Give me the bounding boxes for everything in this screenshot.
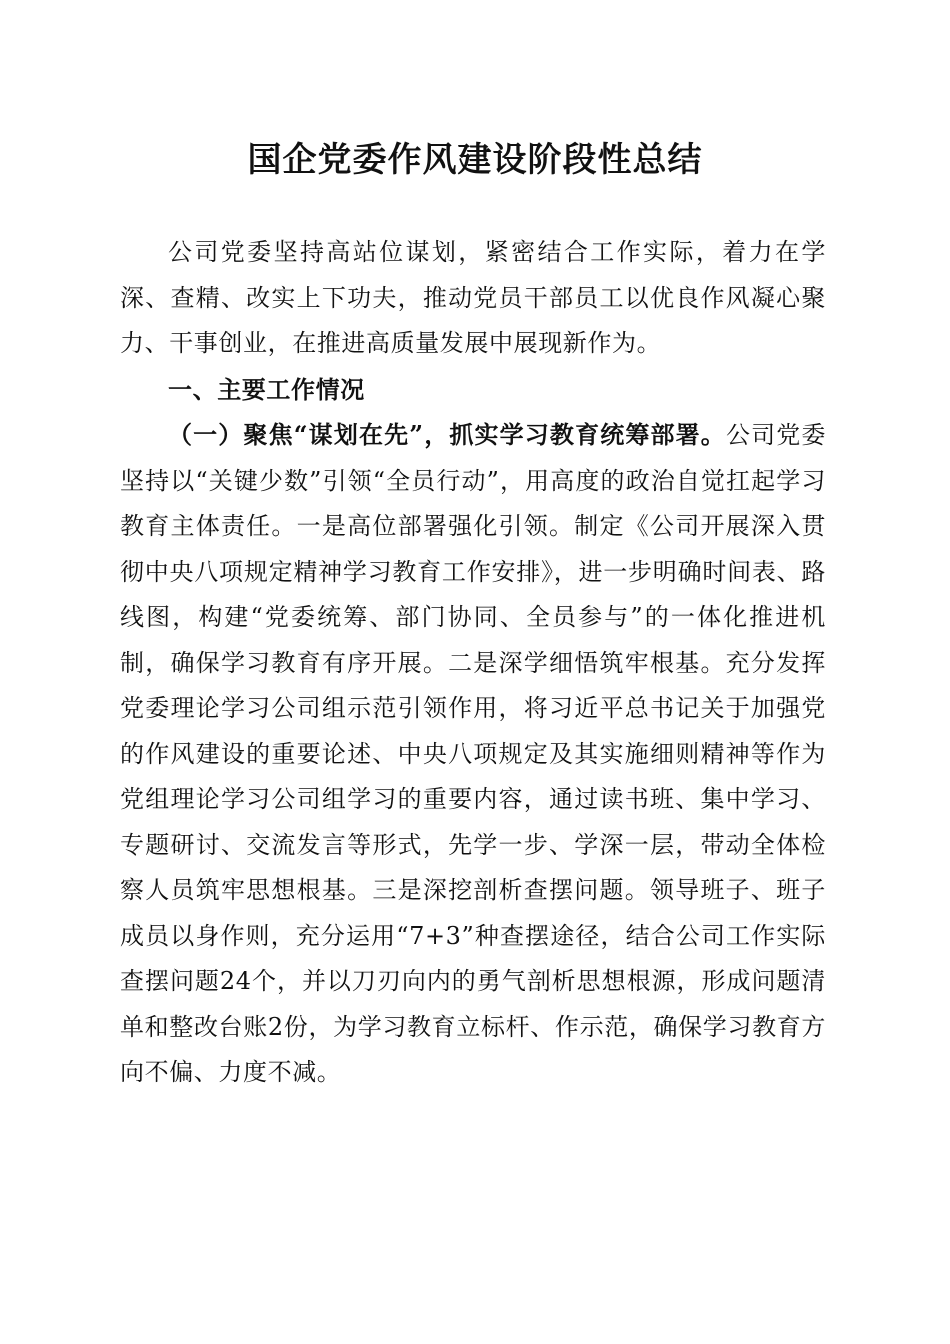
section-1-1-body: 公司党委坚持以“关键少数”引领“全员行动”，用高度的政治自觉扛起学习教育主体责任。一是高位部署强化引领。制定《公司开展深入贯彻中央八项规定精神学习教育工作安排》，进一步明确时间表、路线图，构建“党委统筹、部门协同、全员参与”的一体化推进机制，确保学习教育有序开展。二是深学细悟筑牢根基。充分发挥党委理论学习公司组示范引领作用，将习近平总书记关于加强党的作风建设的重要论述、中央八项规定及其实施细则精神等作为党组理论学习公司组学习的重要内容，通过读书班、集中学习、专题研讨、交流发言等形式，先学一步、学深一层，带动全体检察人员筑牢思想根基。三是深挖剖析查摆问题。领导班子、班子成员以身作则，充分运用“7+3”种查摆途径，结合公司工作实际查摆问题24个，并以刀刃向内的勇气剖析思想根源，形成问题清单和整改台账2份，为学习教育立标杆、作示范，确保学习教育方向不偏、力度不减。 [120,421,826,1086]
section-1-1-lead: （一）聚焦“谋划在先”，抓实学习教育统筹部署。 [168,420,726,449]
document-body [120,230,826,1096]
section-1-1-paragraph [120,412,826,1096]
section-heading-main-work: 一、主要工作情况 [168,374,365,404]
document-title: 国企党委作风建设阶段性总结 [247,140,703,180]
intro-paragraph: 公司党委坚持高站位谋划，紧密结合工作实际，着力在学深、查精、改实上下功夫，推动党员干部员工以优良作风凝心聚力、干事创业，在推进高质量发展中展现新作为。 [120,238,826,357]
